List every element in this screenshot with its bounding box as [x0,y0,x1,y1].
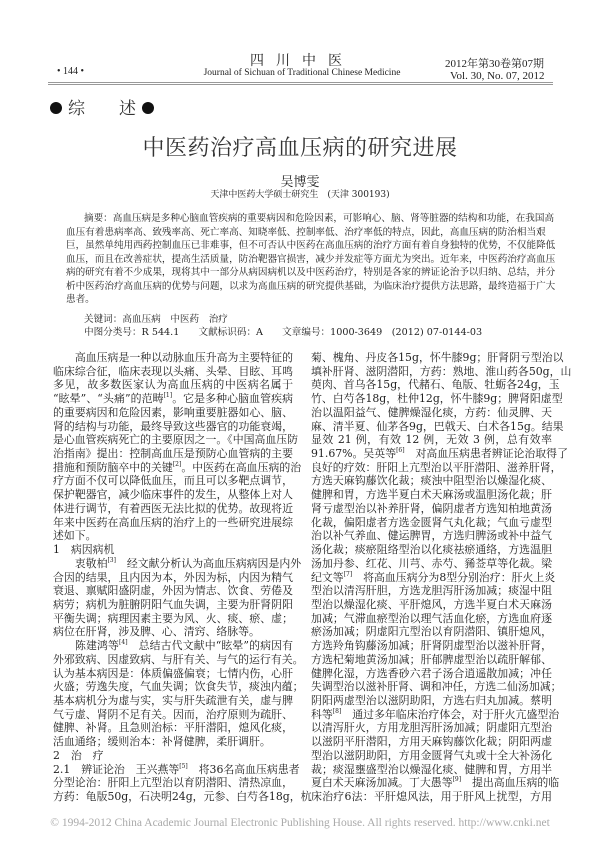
bullet-icon [142,102,154,114]
body-line: 火盛；劳逸失度，气血失调；饮食失节，痰浊内蕴； [53,680,304,694]
article-title: 中医药治疗高血压病的研究进展 [142,136,458,161]
body-line: 健脾、补肾。且急则治标：平肝潜阳，熄风化痰， [53,721,293,735]
body-line: 方选杞菊地黄汤加减；肝郁脾虚型治以疏肝解郁、 [311,652,552,666]
author-affiliation: 天津中医药大学硕士研究生 (天津 300193) [210,190,390,200]
body-line: 以清泻肝火，方用龙胆泻肝汤加减；阴虚阳亢型治 [311,721,552,735]
citation-ref: [6] [396,447,405,455]
abstract-line: 病的研究有着不少成果，现将其中一部分从病因病机以及中医药治疗，特别是各家的辨证论治予以归纳、总结，并分 [66,267,556,278]
body-line: 合因的结果，且内因为本，外因为标，内因为精气 [53,570,293,584]
issue-info-en: Vol. 30, No. 07, 2012 [450,70,545,82]
body-line: 麻、清半夏、仙茅各9g，巴戟天、白术各15g。结果 [311,419,564,433]
body-line: 健脾和胃，方选半夏白术天麻汤或温胆汤化裁；肝 [311,488,552,502]
body-line: 气亏虚、肾阴不足有关。因而，治疗原则为疏肝、 [53,707,293,721]
body-line: 保护靶器官，减少临床事件的发生，从整体上对人 [53,488,293,502]
body-line: 显效 21 例，有效 12 例，无效 3 例，总有效率 [311,433,552,447]
body-line: 瘀汤加减；阴虚阳亢型治以育阴潜阳、镇肝熄风， [311,625,552,639]
citation-ref: [9] [452,776,462,784]
body-line: 衷敬柏[3] 经文献分析认为高血压病病因是内外 [53,556,302,570]
body-line: 认为基本病因是：体质偏盛偏衰；七情内伤，心肝 [53,666,293,680]
body-line: 方选天麻钩藤饮化裁；痰浊中阻型治以燥湿化痰、 [311,474,552,488]
body-line: 以滋阴平肝潜阳，方用天麻钩藤饮化裁；阴阳两虚 [311,735,552,749]
abstract-line: 血压，而且在改善症状，提高生活质量，防治靶器官损害，减少并发症等方面尤为突出。近年来，中医药治疗高血压 [66,253,556,265]
body-line: 陈建鸿等[4] 总结古代文献中“眩晕”的病因有 [53,639,293,653]
abstract-line: 析中医药治疗高血压病的优势与问题，以求为高血压病的研究提供基础，为临床治疗提供方法思路，最终造福于广大 [66,280,556,292]
body-line: 年来中医药在高血压病的治疗上的一些研究进展综 [53,515,293,529]
section-label [50,94,154,119]
abstract-line: 血压有着患病率高、致残率高、死亡率高、知晓率低、控制率低、治疗率低的特点，因此，高血压病的防治相当艰 [66,226,546,238]
author-name: 吴博雯 [280,175,320,190]
body-line: 方药：龟版50g，石决明24g，元参、白芍各18g，杭 [53,790,312,804]
issue-info-cn: 2012年第30卷第07期 [445,58,544,70]
body-line: 床治疗6法：平肝熄风法，用于肝风上扰型，方用 [311,790,552,804]
body-line: 加减；气滞血瘀型治以理气活血化瘀，方选血府逐 [311,611,552,625]
body-line: 良好的疗效：肝阳上亢型治以平肝潜阳、滋养肝肾， [311,460,562,474]
bullet-icon [50,102,62,114]
citation-ref: [8] [332,707,342,715]
body-line: 治指南》提出：控制高血压是预防心血管病的主要 [53,447,293,461]
keywords: 关键词：高血压病 中医药 治疗 [84,314,228,325]
body-line: 夏白术天麻汤加减。丁大愚等[9] 提出高血压病的临 [311,776,560,790]
body-line: 病劳；病机为脏腑阴阳气血失调，主要为肝肾阴阳 [53,597,293,611]
citation-ref: [7] [343,570,353,578]
body-line: 肾的结构与功能，最终导致这些器官的功能衰竭， [53,419,293,433]
body-line: 型治以清泻肝胆，方选龙胆泻肝汤加减；痰湿中阻 [311,584,552,598]
body-line: 失调型治以滋补肝肾、调和冲任，方选二仙汤加减； [311,680,562,694]
section-name: 综 述 [68,99,136,119]
abstract-line: 患者。 [66,294,95,305]
body-line: 分型论治：肝阳上亢型治以育阴潜阳、清热凉血， [53,776,293,790]
body-line: 基本病机分为虚与实，实与肝失疏泄有关，虚与脾 [53,694,293,707]
abstract-line: 摘要：高血压病是多种心脑血管疾病的重要病因和危险因素，可影响心、脑、肾等脏器的结构和功能，在我国高 [84,213,555,224]
body-line: 竹、白芍各18g，杜仲12g，怀牛膝9g；脾肾阳虚型 [311,392,563,406]
citation-ref: [4] [119,639,128,647]
body-line: 型治以滋阴助阳，方用金匮肾气丸或十全大补汤化 [311,748,552,762]
body-line: 体进行调节，有着西医无法比拟的优势。故现将近 [53,501,293,515]
body-line: 高血压病是一种以动脉血压升高为主要特征的 [53,351,293,364]
body-line: 治以补气养血、健运脾胃，方选归脾汤或补中益气 [311,529,552,543]
section-heading: 1 病因病机 [53,543,115,557]
journal-title-cn: 四川中医 [250,53,354,69]
citation-ref: [1] [163,392,173,400]
body-line: 2.1 辨证论治 王兴燕等[5] 将36名高血压病患者 [53,762,300,776]
body-line: 化裁，偏阳虚者方选金匮肾气丸化裁；气血亏虚型 [311,515,552,529]
body-line: 汤化裁；痰瘀阻络型治以化痰祛瘀通络，方选温胆 [311,543,552,557]
citation-ref: [3] [107,556,116,564]
body-line: 措施和预防脑卒中的关键[2]。中医药在高血压病的治 [53,460,302,474]
body-line: 临床综合征，临床表现以头痛、头晕、目眩、耳鸣 [53,364,293,378]
body-line: 活血通络；缓则治本：补肾健脾，柔肝调肝。 [53,735,271,749]
body-line: 萸肉、首乌各15g，代赭石、龟版、牡蛎各24g，玉 [311,378,560,392]
body-line: 肾亏虚型治以补养肝肾，偏阴虚者方选知柏地黄汤 [311,501,552,515]
body-line: 裁；痰湿壅盛型治以燥湿化痰、健脾和胃，方用半 [311,762,552,776]
citation-ref: [2] [172,460,182,468]
body-line: 方选羚角钩藤汤加减；肝肾阴虚型治以滋补肝肾， [311,639,552,653]
journal-title-en: Journal of Sichuan of Traditional Chinese Medicine [203,68,401,78]
body-line: 纪文等[7] 将高血压病分为8型分别治疗：肝火上炎 [311,570,556,584]
body-line: 菊、槐角、丹皮各15g，怀牛膝9g；肝肾阴亏型治以 [311,351,564,364]
body-line: 阴阳两虚型治以滋阴助阳，方选右归丸加减。蔡明 [311,694,552,707]
header-rule [48,82,553,85]
body-line: 的重要病因和危险因素，影响重要脏器如心、脑、 [53,405,293,419]
classification-info: 中图分类号：R 544.1 文献标识码：A 文章编号：1000-3649 (2012) 07-0144-03 [84,327,483,338]
body-line: 汤加丹参、红花、川芎、赤芍、豨莶草等化裁。梁 [311,556,552,570]
section-heading: 2 治 疗 [53,748,104,762]
abstract-line: 巨，虽然单纯用西药控制血压已非难事，但不可否认中医药在高血压病的治疗方面有着自身独特的优势，不仅能降低 [66,240,556,251]
body-line: 多见，故多数医家认为高血压病的中医病名属于 [53,378,293,392]
body-line: 治以温阳益气、健脾燥湿化痰，方药：仙灵脾、天 [311,405,552,419]
body-line: 疗方面不仅可以降低血压，而且可以多靶点调节， [53,474,293,488]
page-number: • 144 • [57,66,85,77]
body-line: 是心血管疾病死亡的主要原因之一。《中国高血压防 [53,433,299,447]
body-line: 健脾化湿，方选香砂六君子汤合逍遥散加减；冲任 [311,666,552,680]
body-line: 外邪致病、因虚致病、与肝有关、与气的运行有关。 [53,652,304,666]
body-line: 病位在肝肾，涉及脾、心、清窍、络脉等。 [53,625,260,639]
body-line: 型治以燥湿化痰、平肝熄风，方选半夏白术天麻汤 [311,597,552,611]
body-line: 91.67%。吴英等[6] 对高血压病患者辨证论治取得了 [311,447,568,461]
body-line: 述如下。 [53,529,97,543]
body-line: 科等[8] 通过多年临床治疗体会，对于肝火亢盛型治 [311,707,560,721]
body-line: 平衡失调；病理因素主要为风、火、痰、瘀、虚； [53,611,293,625]
body-line: “眩晕”、“头痛”的范畴[1]。它是多种心脑血管疾病 [53,392,293,406]
copyright-footer: © 1994-2012 China Academic Journal Electronic Publishing House. All rights reserved. http://www.cnki.net [50,817,550,829]
body-line: 填补肝肾、滋阴潜阳，方药：熟地、淮山药各50g，山 [311,364,572,378]
citation-ref: [5] [179,762,188,770]
body-line: 衰退、禀赋阳盛阴虚，外因为情志、饮食、劳倦及 [53,584,293,598]
